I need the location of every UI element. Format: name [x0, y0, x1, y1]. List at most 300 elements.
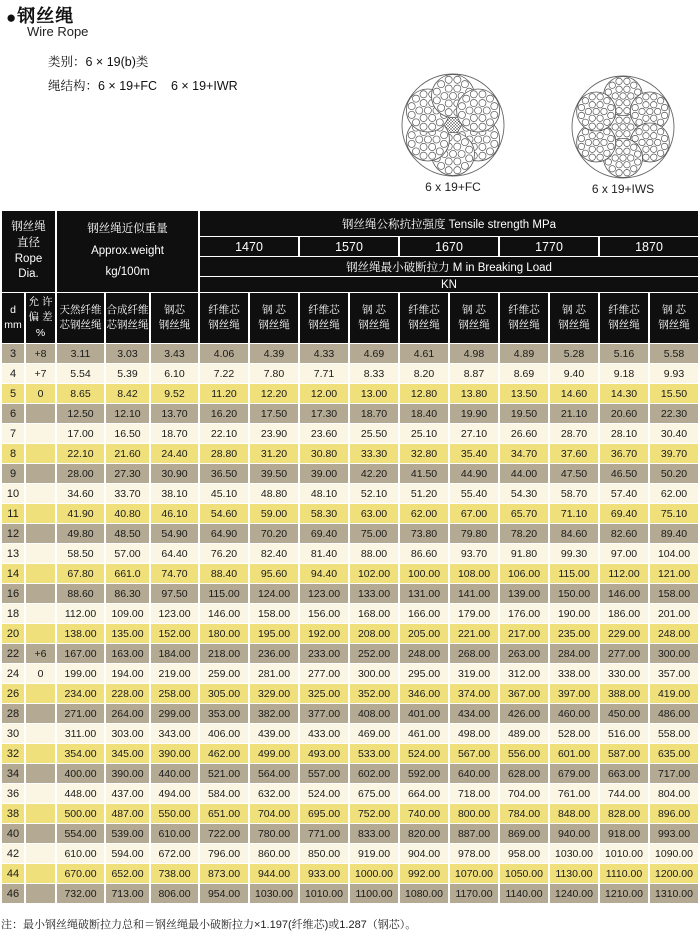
value-cell: 268.00 — [450, 644, 498, 663]
value-cell: 462.00 — [200, 744, 248, 763]
value-cell: 377.00 — [300, 704, 348, 723]
value-cell: 8.42 — [106, 384, 149, 403]
value-cell: 390.00 — [106, 764, 149, 783]
value-cell: 4.61 — [400, 344, 448, 363]
value-cell: 16.50 — [106, 424, 149, 443]
value-cell: 76.20 — [200, 544, 248, 563]
value-cell: 594.00 — [106, 844, 149, 863]
value-cell: 21.10 — [550, 404, 598, 423]
value-cell: 40.80 — [106, 504, 149, 523]
table-row — [2, 824, 698, 843]
column-header-12: 钢 芯 钢丝绳 — [550, 293, 598, 343]
value-cell: 299.00 — [151, 704, 198, 723]
column-header-5: 纤维芯 钢丝绳 — [200, 293, 248, 343]
value-cell: 33.70 — [106, 484, 149, 503]
table-row — [2, 524, 698, 543]
value-cell: 67.00 — [450, 504, 498, 523]
value-cell: 109.00 — [106, 604, 149, 623]
value-cell: 357.00 — [650, 664, 698, 683]
value-cell: 1170.00 — [450, 884, 498, 903]
table-row — [2, 604, 698, 623]
value-cell: 48.80 — [250, 484, 298, 503]
column-header-11: 纤维芯 钢丝绳 — [500, 293, 548, 343]
value-cell: 848.00 — [550, 804, 598, 823]
value-cell: 233.00 — [300, 644, 348, 663]
value-cell: 352.00 — [350, 684, 398, 703]
value-cell: 800.00 — [450, 804, 498, 823]
value-cell: 91.80 — [500, 544, 548, 563]
value-cell: 601.00 — [550, 744, 598, 763]
value-cell: 88.40 — [200, 564, 248, 583]
value-cell: 4.89 — [500, 344, 548, 363]
value-cell: 57.40 — [600, 484, 648, 503]
value-cell: 679.00 — [550, 764, 598, 783]
value-cell: 12.80 — [400, 384, 448, 403]
value-cell: 640.00 — [450, 764, 498, 783]
value-cell: 661.0 — [106, 564, 149, 583]
strength-grade: 1670 — [400, 237, 498, 256]
diameter-cell: 40 — [2, 824, 24, 843]
value-cell: 353.00 — [200, 704, 248, 723]
value-cell: 146.00 — [600, 584, 648, 603]
value-cell: 5.39 — [106, 364, 149, 383]
value-cell: 887.00 — [450, 824, 498, 843]
value-cell: 84.60 — [550, 524, 598, 543]
value-cell: 57.00 — [106, 544, 149, 563]
diameter-cell: 6 — [2, 404, 24, 423]
value-cell: 115.00 — [550, 564, 598, 583]
value-cell: 69.40 — [600, 504, 648, 523]
value-cell: 4.69 — [350, 344, 398, 363]
table-row — [2, 364, 698, 383]
value-cell: 388.00 — [600, 684, 648, 703]
value-cell: 433.00 — [300, 724, 348, 743]
value-cell: 12.50 — [57, 404, 104, 423]
value-cell: 695.00 — [300, 804, 348, 823]
value-cell: 651.00 — [200, 804, 248, 823]
value-cell: 22.10 — [57, 444, 104, 463]
value-cell: 115.00 — [200, 584, 248, 603]
value-cell: 152.00 — [151, 624, 198, 643]
value-cell: 81.40 — [300, 544, 348, 563]
value-cell: 64.40 — [151, 544, 198, 563]
tolerance-cell: +6 — [26, 644, 55, 663]
tolerance-cell — [26, 564, 55, 583]
value-cell: 186.00 — [600, 604, 648, 623]
rope-diagram-fc-icon — [400, 72, 506, 178]
value-cell: 13.00 — [350, 384, 398, 403]
diagram-label-fc: 6 x 19+FC — [425, 180, 481, 194]
value-cell: 1070.00 — [450, 864, 498, 883]
diameter-cell: 13 — [2, 544, 24, 563]
diagram-label-iws: 6 x 19+IWS — [591, 182, 655, 196]
value-cell: 158.00 — [250, 604, 298, 623]
table-row — [2, 804, 698, 823]
value-cell: 780.00 — [250, 824, 298, 843]
value-cell: 672.00 — [151, 844, 198, 863]
value-cell: 163.00 — [106, 644, 149, 663]
value-cell: 469.00 — [350, 724, 398, 743]
value-cell: 133.00 — [350, 584, 398, 603]
value-cell: 190.00 — [550, 604, 598, 623]
value-cell: 277.00 — [600, 644, 648, 663]
value-cell: 628.00 — [500, 764, 548, 783]
column-header-4: 钢芯 钢丝绳 — [151, 293, 198, 343]
column-header-8: 钢 芯 钢丝绳 — [350, 293, 398, 343]
value-cell: 21.60 — [106, 444, 149, 463]
page-title-en: Wire Rope — [27, 24, 89, 39]
value-cell: 14.60 — [550, 384, 598, 403]
value-cell: 123.00 — [151, 604, 198, 623]
value-cell: 567.00 — [450, 744, 498, 763]
value-cell: 338.00 — [550, 664, 598, 683]
value-cell: 108.00 — [450, 564, 498, 583]
value-cell: 944.00 — [250, 864, 298, 883]
tolerance-cell — [26, 424, 55, 443]
value-cell: 281.00 — [250, 664, 298, 683]
value-cell: 88.00 — [350, 544, 398, 563]
value-cell: 17.00 — [57, 424, 104, 443]
value-cell: 9.18 — [600, 364, 648, 383]
value-cell: 602.00 — [350, 764, 398, 783]
breaking-load-header: 钢丝绳最小破断拉力 M in Breaking Load — [200, 257, 698, 276]
table-row — [2, 864, 698, 883]
value-cell: 718.00 — [450, 784, 498, 803]
value-cell: 312.00 — [500, 664, 548, 683]
value-cell: 228.00 — [106, 684, 149, 703]
value-cell: 18.40 — [400, 404, 448, 423]
tolerance-cell — [26, 804, 55, 823]
value-cell: 45.10 — [200, 484, 248, 503]
value-cell: 806.00 — [151, 884, 198, 903]
value-cell: 180.00 — [200, 624, 248, 643]
value-cell: 325.00 — [300, 684, 348, 703]
value-cell: 46.10 — [151, 504, 198, 523]
value-cell: 95.60 — [250, 564, 298, 583]
value-cell: 104.00 — [650, 544, 698, 563]
value-cell: 1050.00 — [500, 864, 548, 883]
table-row — [2, 504, 698, 523]
value-cell: 13.80 — [450, 384, 498, 403]
value-cell: 26.60 — [500, 424, 548, 443]
value-cell: 38.10 — [151, 484, 198, 503]
table-row — [2, 424, 698, 443]
value-cell: 42.20 — [350, 464, 398, 483]
value-cell: 632.00 — [250, 784, 298, 803]
value-cell: 168.00 — [350, 604, 398, 623]
value-cell: 70.20 — [250, 524, 298, 543]
value-cell: 3.43 — [151, 344, 198, 363]
table-row — [2, 764, 698, 783]
column-header-1: 允 许 偏 差 % — [26, 293, 55, 343]
table-row — [2, 744, 698, 763]
diameter-cell: 32 — [2, 744, 24, 763]
value-cell: 88.60 — [57, 584, 104, 603]
value-cell: 461.00 — [400, 724, 448, 743]
table-row — [2, 584, 698, 603]
value-cell: 58.50 — [57, 544, 104, 563]
diameter-cell: 16 — [2, 584, 24, 603]
value-cell: 20.60 — [600, 404, 648, 423]
value-cell: 663.00 — [600, 764, 648, 783]
value-cell: 55.40 — [450, 484, 498, 503]
value-cell: 3.03 — [106, 344, 149, 363]
diameter-cell: 22 — [2, 644, 24, 663]
value-cell: 993.00 — [650, 824, 698, 843]
value-cell: 784.00 — [500, 804, 548, 823]
value-cell: 1110.00 — [600, 864, 648, 883]
value-cell: 487.00 — [106, 804, 149, 823]
value-cell: 17.50 — [250, 404, 298, 423]
table-row — [2, 444, 698, 463]
rope-diagram-iws-icon — [570, 74, 676, 180]
value-cell: 704.00 — [250, 804, 298, 823]
value-cell: 54.90 — [151, 524, 198, 543]
value-cell: 343.00 — [151, 724, 198, 743]
value-cell: 252.00 — [350, 644, 398, 663]
value-cell: 675.00 — [350, 784, 398, 803]
value-cell: 713.00 — [106, 884, 149, 903]
tolerance-cell — [26, 604, 55, 623]
value-cell: 390.00 — [151, 744, 198, 763]
value-cell: 8.65 — [57, 384, 104, 403]
value-cell: 34.70 — [500, 444, 548, 463]
value-cell: 63.00 — [350, 504, 398, 523]
value-cell: 39.00 — [300, 464, 348, 483]
value-cell: 4.33 — [300, 344, 348, 363]
value-cell: 194.00 — [106, 664, 149, 683]
column-header-7: 纤维芯 钢丝绳 — [300, 293, 348, 343]
value-cell: 31.20 — [250, 444, 298, 463]
value-cell: 13.70 — [151, 404, 198, 423]
value-cell: 158.00 — [650, 584, 698, 603]
value-cell: 22.30 — [650, 404, 698, 423]
value-cell: 584.00 — [200, 784, 248, 803]
table-row — [2, 624, 698, 643]
value-cell: 397.00 — [550, 684, 598, 703]
column-header-13: 纤维芯 钢丝绳 — [600, 293, 648, 343]
table-row — [2, 644, 698, 663]
value-cell: 796.00 — [200, 844, 248, 863]
value-cell: 8.69 — [500, 364, 548, 383]
value-cell: 192.00 — [300, 624, 348, 643]
value-cell: 1140.00 — [500, 884, 548, 903]
diameter-cell: 7 — [2, 424, 24, 443]
value-cell: 448.00 — [57, 784, 104, 803]
diameter-cell: 4 — [2, 364, 24, 383]
value-cell: 4.98 — [450, 344, 498, 363]
value-cell: 1000.00 — [350, 864, 398, 883]
value-cell: 236.00 — [250, 644, 298, 663]
value-cell: 610.00 — [151, 824, 198, 843]
value-cell: 86.30 — [106, 584, 149, 603]
value-cell: 9.40 — [550, 364, 598, 383]
value-cell: 524.00 — [400, 744, 448, 763]
wire-rope-spec-table — [0, 210, 700, 904]
value-cell: 44.90 — [450, 464, 498, 483]
value-cell: 141.00 — [450, 584, 498, 603]
value-cell: 940.00 — [550, 824, 598, 843]
tolerance-cell: 0 — [26, 664, 55, 683]
value-cell: 933.00 — [300, 864, 348, 883]
value-cell: 440.00 — [151, 764, 198, 783]
value-cell: 954.00 — [200, 884, 248, 903]
value-cell: 1200.00 — [650, 864, 698, 883]
table-row — [2, 344, 698, 363]
value-cell: 528.00 — [550, 724, 598, 743]
value-cell: 300.00 — [650, 644, 698, 663]
diameter-cell: 38 — [2, 804, 24, 823]
value-cell: 124.00 — [250, 584, 298, 603]
structure-label: 绳结构：6 × 19+FC 6 × 19+IWR — [48, 79, 238, 93]
column-header-9: 纤维芯 钢丝绳 — [400, 293, 448, 343]
value-cell: 450.00 — [600, 704, 648, 723]
value-cell: 12.00 — [300, 384, 348, 403]
value-cell: 7.80 — [250, 364, 298, 383]
tolerance-cell — [26, 464, 55, 483]
value-cell: 610.00 — [57, 844, 104, 863]
value-cell: 86.60 — [400, 544, 448, 563]
tolerance-cell — [26, 704, 55, 723]
diameter-cell: 36 — [2, 784, 24, 803]
table-row — [2, 704, 698, 723]
value-cell: 587.00 — [600, 744, 648, 763]
value-cell: 99.30 — [550, 544, 598, 563]
value-cell: 36.50 — [200, 464, 248, 483]
value-cell: 82.40 — [250, 544, 298, 563]
table-row — [2, 724, 698, 743]
value-cell: 554.00 — [57, 824, 104, 843]
value-cell: 18.70 — [151, 424, 198, 443]
value-cell: 62.00 — [400, 504, 448, 523]
value-cell: 400.00 — [57, 764, 104, 783]
value-cell: 22.10 — [200, 424, 248, 443]
value-cell: 28.00 — [57, 464, 104, 483]
value-cell: 30.80 — [300, 444, 348, 463]
value-cell: 15.50 — [650, 384, 698, 403]
value-cell: 500.00 — [57, 804, 104, 823]
value-cell: 300.00 — [350, 664, 398, 683]
value-cell: 635.00 — [650, 744, 698, 763]
tolerance-cell: +8 — [26, 344, 55, 363]
value-cell: 918.00 — [600, 824, 648, 843]
value-cell: 722.00 — [200, 824, 248, 843]
value-cell: 65.70 — [500, 504, 548, 523]
value-cell: 1030.00 — [550, 844, 598, 863]
table-row — [2, 664, 698, 683]
value-cell: 62.00 — [650, 484, 698, 503]
value-cell: 167.00 — [57, 644, 104, 663]
value-cell: 52.10 — [350, 484, 398, 503]
value-cell: 3.11 — [57, 344, 104, 363]
value-cell: 71.10 — [550, 504, 598, 523]
rope-cross-section-fc — [398, 72, 508, 194]
value-cell: 437.00 — [106, 784, 149, 803]
value-cell: 7.71 — [300, 364, 348, 383]
column-header-6: 钢 芯 钢丝绳 — [250, 293, 298, 343]
value-cell: 5.58 — [650, 344, 698, 363]
value-cell: 419.00 — [650, 684, 698, 703]
value-cell: 345.00 — [106, 744, 149, 763]
tolerance-cell — [26, 844, 55, 863]
value-cell: 201.00 — [650, 604, 698, 623]
value-cell: 102.00 — [350, 564, 398, 583]
value-cell: 1310.00 — [650, 884, 698, 903]
value-cell: 218.00 — [200, 644, 248, 663]
unit-header: KN — [200, 277, 698, 292]
table-row — [2, 484, 698, 503]
page-title-cn: 钢丝绳 — [17, 6, 75, 26]
value-cell: 93.70 — [450, 544, 498, 563]
value-cell: 498.00 — [450, 724, 498, 743]
value-cell: 557.00 — [300, 764, 348, 783]
value-cell: 592.00 — [400, 764, 448, 783]
value-cell: 75.10 — [650, 504, 698, 523]
value-cell: 833.00 — [350, 824, 398, 843]
value-cell: 33.30 — [350, 444, 398, 463]
diameter-cell: 28 — [2, 704, 24, 723]
value-cell: 94.40 — [300, 564, 348, 583]
value-cell: 121.00 — [650, 564, 698, 583]
value-cell: 30.40 — [650, 424, 698, 443]
value-cell: 97.50 — [151, 584, 198, 603]
value-cell: 234.00 — [57, 684, 104, 703]
value-cell: 9.93 — [650, 364, 698, 383]
value-cell: 89.40 — [650, 524, 698, 543]
value-cell: 524.00 — [300, 784, 348, 803]
diameter-cell: 26 — [2, 684, 24, 703]
value-cell: 12.20 — [250, 384, 298, 403]
value-cell: 670.00 — [57, 864, 104, 883]
bullet-icon: ● — [6, 8, 18, 27]
value-cell: 36.70 — [600, 444, 648, 463]
value-cell: 489.00 — [500, 724, 548, 743]
value-cell: 11.20 — [200, 384, 248, 403]
value-cell: 9.52 — [151, 384, 198, 403]
strength-grade: 1470 — [200, 237, 298, 256]
value-cell: 744.00 — [600, 784, 648, 803]
value-cell: 5.16 — [600, 344, 648, 363]
value-cell: 992.00 — [400, 864, 448, 883]
tolerance-cell: 0 — [26, 384, 55, 403]
value-cell: 717.00 — [650, 764, 698, 783]
value-cell: 869.00 — [500, 824, 548, 843]
value-cell: 16.20 — [200, 404, 248, 423]
value-cell: 4.39 — [250, 344, 298, 363]
value-cell: 738.00 — [151, 864, 198, 883]
value-cell: 135.00 — [106, 624, 149, 643]
value-cell: 652.00 — [106, 864, 149, 883]
value-cell: 8.87 — [450, 364, 498, 383]
value-cell: 521.00 — [200, 764, 248, 783]
diameter-cell: 11 — [2, 504, 24, 523]
value-cell: 295.00 — [400, 664, 448, 683]
value-cell: 112.00 — [57, 604, 104, 623]
value-cell: 558.00 — [650, 724, 698, 743]
value-cell: 46.50 — [600, 464, 648, 483]
value-cell: 13.50 — [500, 384, 548, 403]
value-cell: 32.80 — [400, 444, 448, 463]
value-cell: 54.30 — [500, 484, 548, 503]
tolerance-cell — [26, 504, 55, 523]
value-cell: 138.00 — [57, 624, 104, 643]
value-cell: 35.40 — [450, 444, 498, 463]
value-cell: 406.00 — [200, 724, 248, 743]
tolerance-cell — [26, 724, 55, 743]
value-cell: 820.00 — [400, 824, 448, 843]
value-cell: 39.50 — [250, 464, 298, 483]
value-cell: 50.20 — [650, 464, 698, 483]
